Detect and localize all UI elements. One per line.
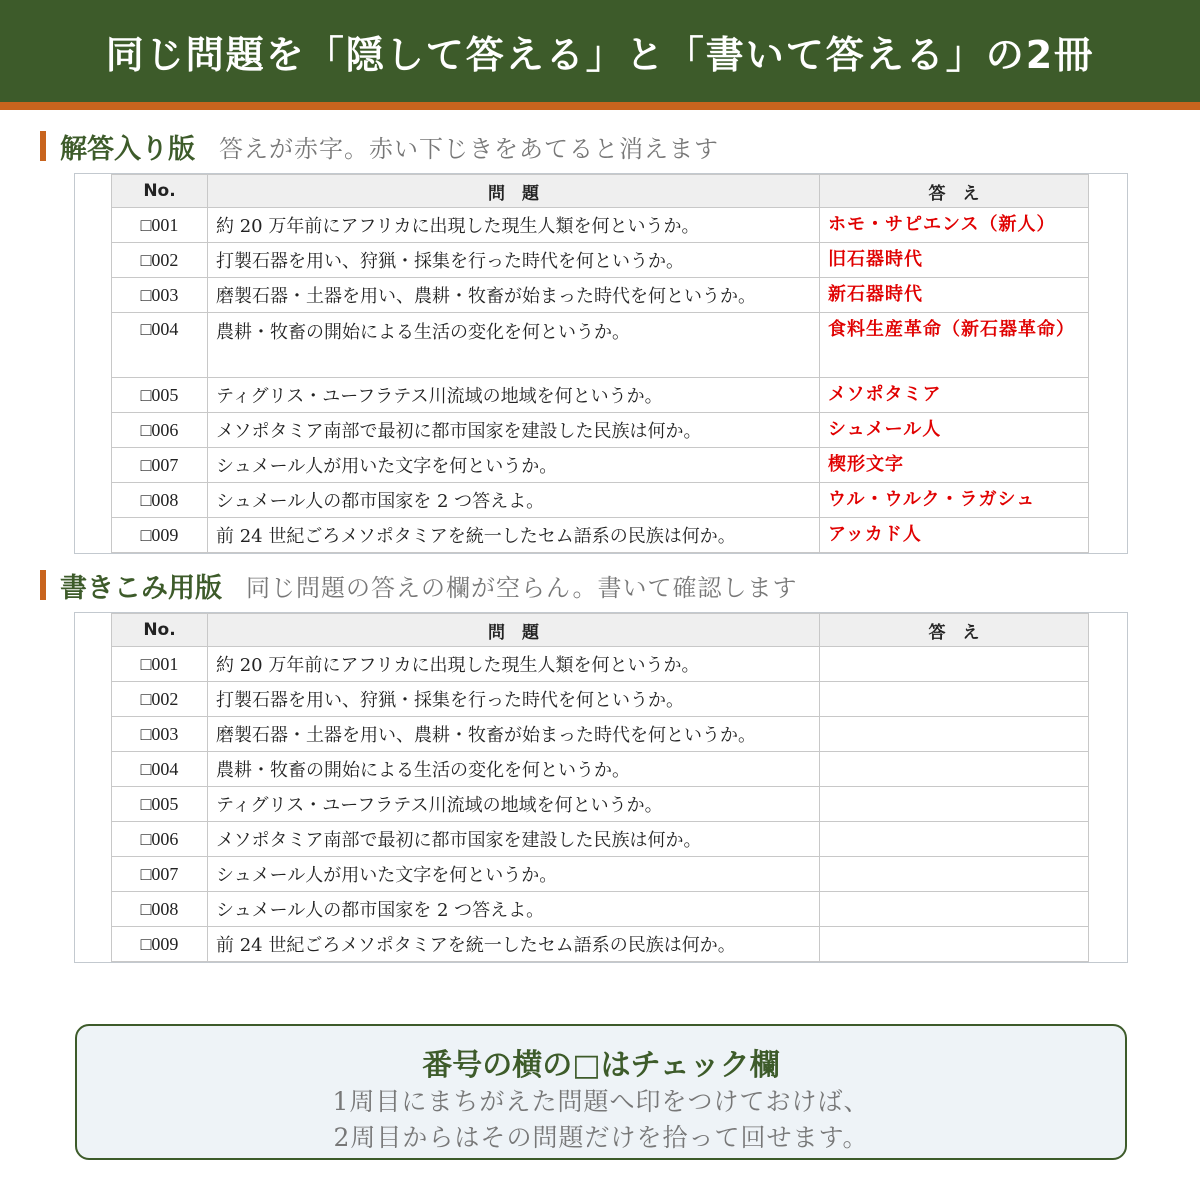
question-text: シュメール人の都市国家を 2 つ答えよ。: [208, 483, 820, 518]
question-text: 約 20 万年前にアフリカに出現した現生人類を何というか。: [208, 208, 820, 243]
question-text: ティグリス・ユーフラテス川流域の地域を何というか。: [208, 378, 820, 413]
question-number-checkbox[interactable]: □003: [112, 278, 208, 313]
answer-blank-cell[interactable]: [820, 787, 1089, 822]
question-text: ティグリス・ユーフラテス川流域の地域を何というか。: [208, 787, 820, 822]
answer-blank-cell[interactable]: [820, 752, 1089, 787]
question-number-checkbox[interactable]: □002: [112, 243, 208, 278]
question-text: メソポタミア南部で最初に都市国家を建設した民族は何か。: [208, 822, 820, 857]
question-text: シュメール人が用いた文字を何というか。: [208, 448, 820, 483]
question-number-checkbox[interactable]: □002: [112, 682, 208, 717]
answer-text: シュメール人: [820, 413, 1089, 448]
column-header-no: No.: [112, 614, 208, 647]
question-text: 磨製石器・土器を用い、農耕・牧畜が始まった時代を何というか。: [208, 717, 820, 752]
section-marker: [40, 131, 46, 161]
question-text: 農耕・牧畜の開始による生活の変化を何というか。: [208, 752, 820, 787]
question-text: 磨製石器・土器を用い、農耕・牧畜が始まった時代を何というか。: [208, 278, 820, 313]
table-row: [112, 752, 1089, 787]
column-header-question: 問 題: [208, 614, 820, 647]
answer-table-frame: [74, 173, 1128, 554]
answer-blank-cell[interactable]: [820, 717, 1089, 752]
section-name: 書きこみ用版: [60, 572, 222, 604]
answer-table: [111, 174, 1089, 553]
question-number-checkbox[interactable]: □008: [112, 892, 208, 927]
answer-blank-cell[interactable]: [820, 857, 1089, 892]
section-name: 解答入り版: [60, 133, 195, 165]
answer-text: メソポタミア: [820, 378, 1089, 413]
column-header-no: No.: [112, 175, 208, 208]
question-number-checkbox[interactable]: □009: [112, 927, 208, 962]
answer-blank-cell[interactable]: [820, 647, 1089, 682]
table-row: [112, 243, 1089, 278]
page-header: [0, 0, 1200, 110]
answer-blank-cell[interactable]: [820, 892, 1089, 927]
table-row: [112, 892, 1089, 927]
question-number-checkbox[interactable]: □001: [112, 647, 208, 682]
blank-table-frame: [74, 612, 1128, 963]
table-row: [112, 717, 1089, 752]
answer-text: ホモ・サピエンス（新人）: [820, 208, 1089, 243]
question-text: 打製石器を用い、狩猟・採集を行った時代を何というか。: [208, 243, 820, 278]
question-number-checkbox[interactable]: □004: [112, 313, 208, 378]
note-line-1: 1周目にまちがえた問題へ印をつけておけば、: [332, 1087, 870, 1116]
table-row: [112, 647, 1089, 682]
table-row: [112, 413, 1089, 448]
note-title: 番号の横の□はチェック欄: [422, 1048, 780, 1083]
question-text: シュメール人の都市国家を 2 つ答えよ。: [208, 892, 820, 927]
question-number-checkbox[interactable]: □006: [112, 822, 208, 857]
table-row: [112, 378, 1089, 413]
column-header-answer: 答 え: [820, 175, 1089, 208]
table-row: [112, 278, 1089, 313]
table-row: [112, 208, 1089, 243]
question-text: メソポタミア南部で最初に都市国家を建設した民族は何か。: [208, 413, 820, 448]
question-number-checkbox[interactable]: □008: [112, 483, 208, 518]
question-number-checkbox[interactable]: □003: [112, 717, 208, 752]
section-description: 同じ問題の答えの欄が空らん。書いて確認します: [246, 573, 798, 602]
table-row: [112, 787, 1089, 822]
blank-table: [111, 613, 1089, 962]
answer-text: 旧石器時代: [820, 243, 1089, 278]
question-number-checkbox[interactable]: □005: [112, 378, 208, 413]
question-number-checkbox[interactable]: □004: [112, 752, 208, 787]
answer-text: 食料生産革命（新石器革命）: [820, 313, 1089, 378]
section-marker: [40, 570, 46, 600]
table-row: [112, 448, 1089, 483]
table-header-row: [112, 614, 1089, 647]
table-row: [112, 927, 1089, 962]
answer-blank-cell[interactable]: [820, 682, 1089, 717]
answer-text: ウル・ウルク・ラガシュ: [820, 483, 1089, 518]
table-row: [112, 313, 1089, 378]
section-heading-blank: [40, 569, 798, 604]
question-number-checkbox[interactable]: □001: [112, 208, 208, 243]
question-number-checkbox[interactable]: □006: [112, 413, 208, 448]
question-number-checkbox[interactable]: □005: [112, 787, 208, 822]
question-text: シュメール人が用いた文字を何というか。: [208, 857, 820, 892]
table-header-row: [112, 175, 1089, 208]
table-row: [112, 518, 1089, 553]
question-text: 約 20 万年前にアフリカに出現した現生人類を何というか。: [208, 647, 820, 682]
question-text: 前 24 世紀ごろメソポタミアを統一したセム語系の民族は何か。: [208, 927, 820, 962]
checkbox-note: [75, 1024, 1127, 1160]
note-line-2: 2周目からはその問題だけを拾って回せます。: [333, 1123, 869, 1152]
section-heading-answers: [40, 130, 719, 165]
answer-text: アッカド人: [820, 518, 1089, 553]
answer-blank-cell[interactable]: [820, 927, 1089, 962]
question-number-checkbox[interactable]: □007: [112, 857, 208, 892]
question-text: 前 24 世紀ごろメソポタミアを統一したセム語系の民族は何か。: [208, 518, 820, 553]
question-number-checkbox[interactable]: □009: [112, 518, 208, 553]
section-description: 答えが赤字。赤い下じきをあてると消えます: [219, 134, 719, 163]
table-row: [112, 857, 1089, 892]
page-title: 同じ問題を「隠して答える」と「書いて答える」の2冊: [105, 32, 1095, 77]
table-row: [112, 483, 1089, 518]
question-text: 農耕・牧畜の開始による生活の変化を何というか。: [208, 313, 820, 378]
answer-blank-cell[interactable]: [820, 822, 1089, 857]
table-row: [112, 682, 1089, 717]
table-row: [112, 822, 1089, 857]
column-header-question: 問 題: [208, 175, 820, 208]
question-text: 打製石器を用い、狩猟・採集を行った時代を何というか。: [208, 682, 820, 717]
question-number-checkbox[interactable]: □007: [112, 448, 208, 483]
column-header-answer: 答 え: [820, 614, 1089, 647]
answer-text: 新石器時代: [820, 278, 1089, 313]
answer-text: 楔形文字: [820, 448, 1089, 483]
